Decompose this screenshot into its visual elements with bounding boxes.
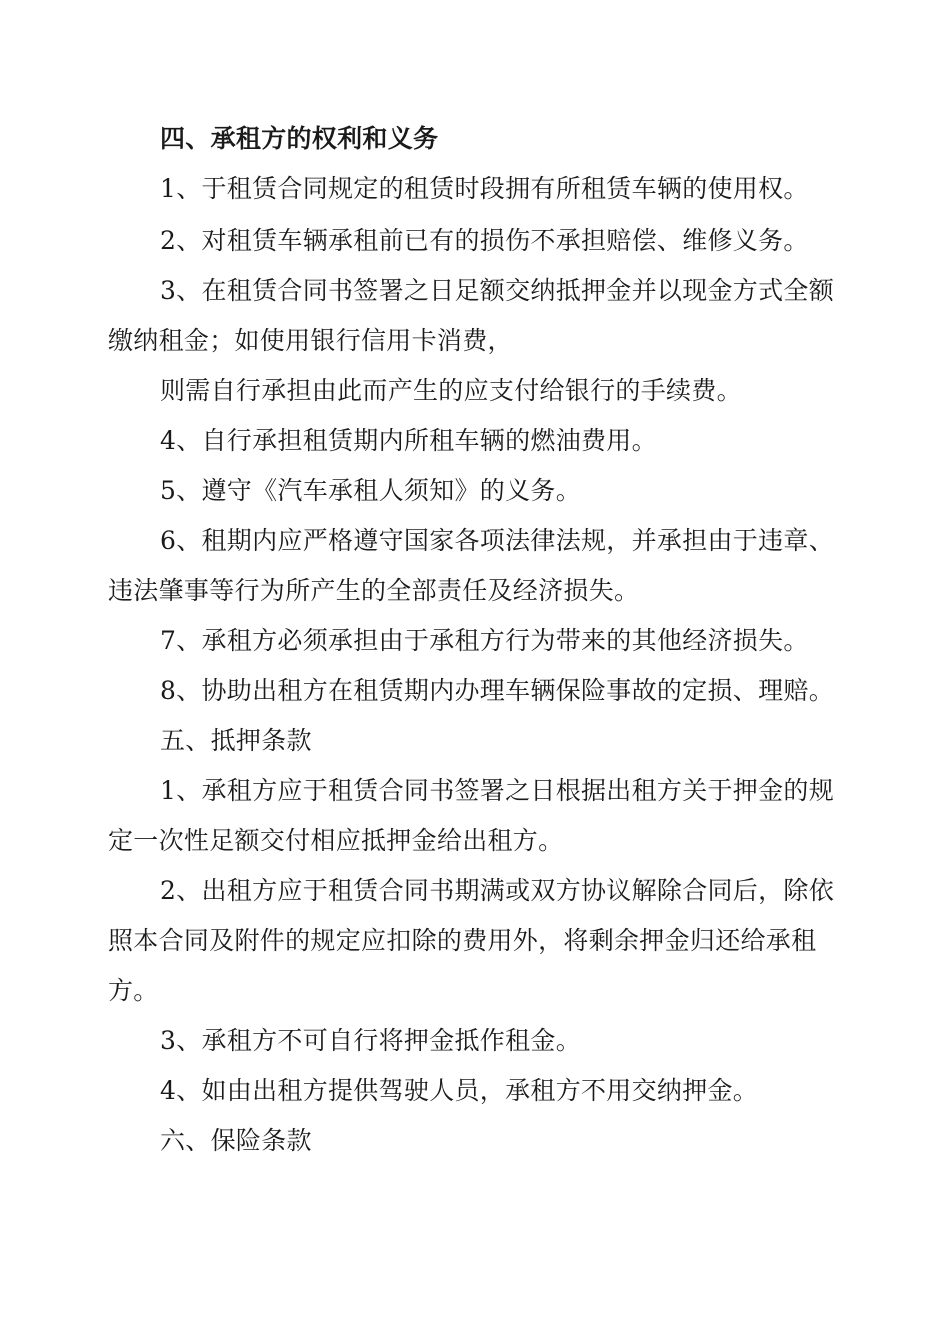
clause-4-1: 1、于租赁合同规定的租赁时段拥有所租赁车辆的使用权。 xyxy=(160,174,809,203)
clause-4-3-line-2: 缴纳租金；如使用银行信用卡消费， xyxy=(108,326,513,355)
clause-5-2-line-2: 照本合同及附件的规定应扣除的费用外，将剩余押金归还给承租 xyxy=(108,926,817,955)
section-heading-6: 六、保险条款 xyxy=(160,1126,312,1155)
clause-5-2-line-3: 方。 xyxy=(108,976,159,1005)
section-heading-4: 四、承租方的权利和义务 xyxy=(160,124,439,153)
clause-4-7: 7、承租方必须承担由于承租方行为带来的其他经济损失。 xyxy=(160,626,809,655)
clause-5-1-line-2: 定一次性足额交付相应抵押金给出租方。 xyxy=(108,826,564,855)
clause-5-4: 4、如由出租方提供驾驶人员，承租方不用交纳押金。 xyxy=(160,1076,759,1105)
clause-4-2: 2、对租赁车辆承租前已有的损伤不承担赔偿、维修义务。 xyxy=(160,226,809,255)
clause-4-6-line-2: 违法肇事等行为所产生的全部责任及经济损失。 xyxy=(108,576,640,605)
clause-4-3-line-3: 则需自行承担由此而产生的应支付给银行的手续费。 xyxy=(160,376,742,405)
clause-5-3: 3、承租方不可自行将押金抵作租金。 xyxy=(160,1026,582,1055)
clause-4-4: 4、自行承担租赁期内所租车辆的燃油费用。 xyxy=(160,426,657,455)
clause-4-6-line-1: 6、租期内应严格遵守国家各项法律法规，并承担由于违章、 xyxy=(160,526,835,555)
clause-5-1-line-1: 1、承租方应于租赁合同书签署之日根据出租方关于押金的规 xyxy=(160,776,835,805)
clause-5-2-line-1: 2、出租方应于租赁合同书期满或双方协议解除合同后，除依 xyxy=(160,876,835,905)
section-heading-5: 五、抵押条款 xyxy=(160,726,312,755)
clause-4-8: 8、协助出租方在租赁期内办理车辆保险事故的定损、理赔。 xyxy=(160,676,835,705)
clause-4-3-line-1: 3、在租赁合同书签署之日足额交纳抵押金并以现金方式全额 xyxy=(160,276,835,305)
clause-4-5: 5、遵守《汽车承租人须知》的义务。 xyxy=(160,476,582,505)
